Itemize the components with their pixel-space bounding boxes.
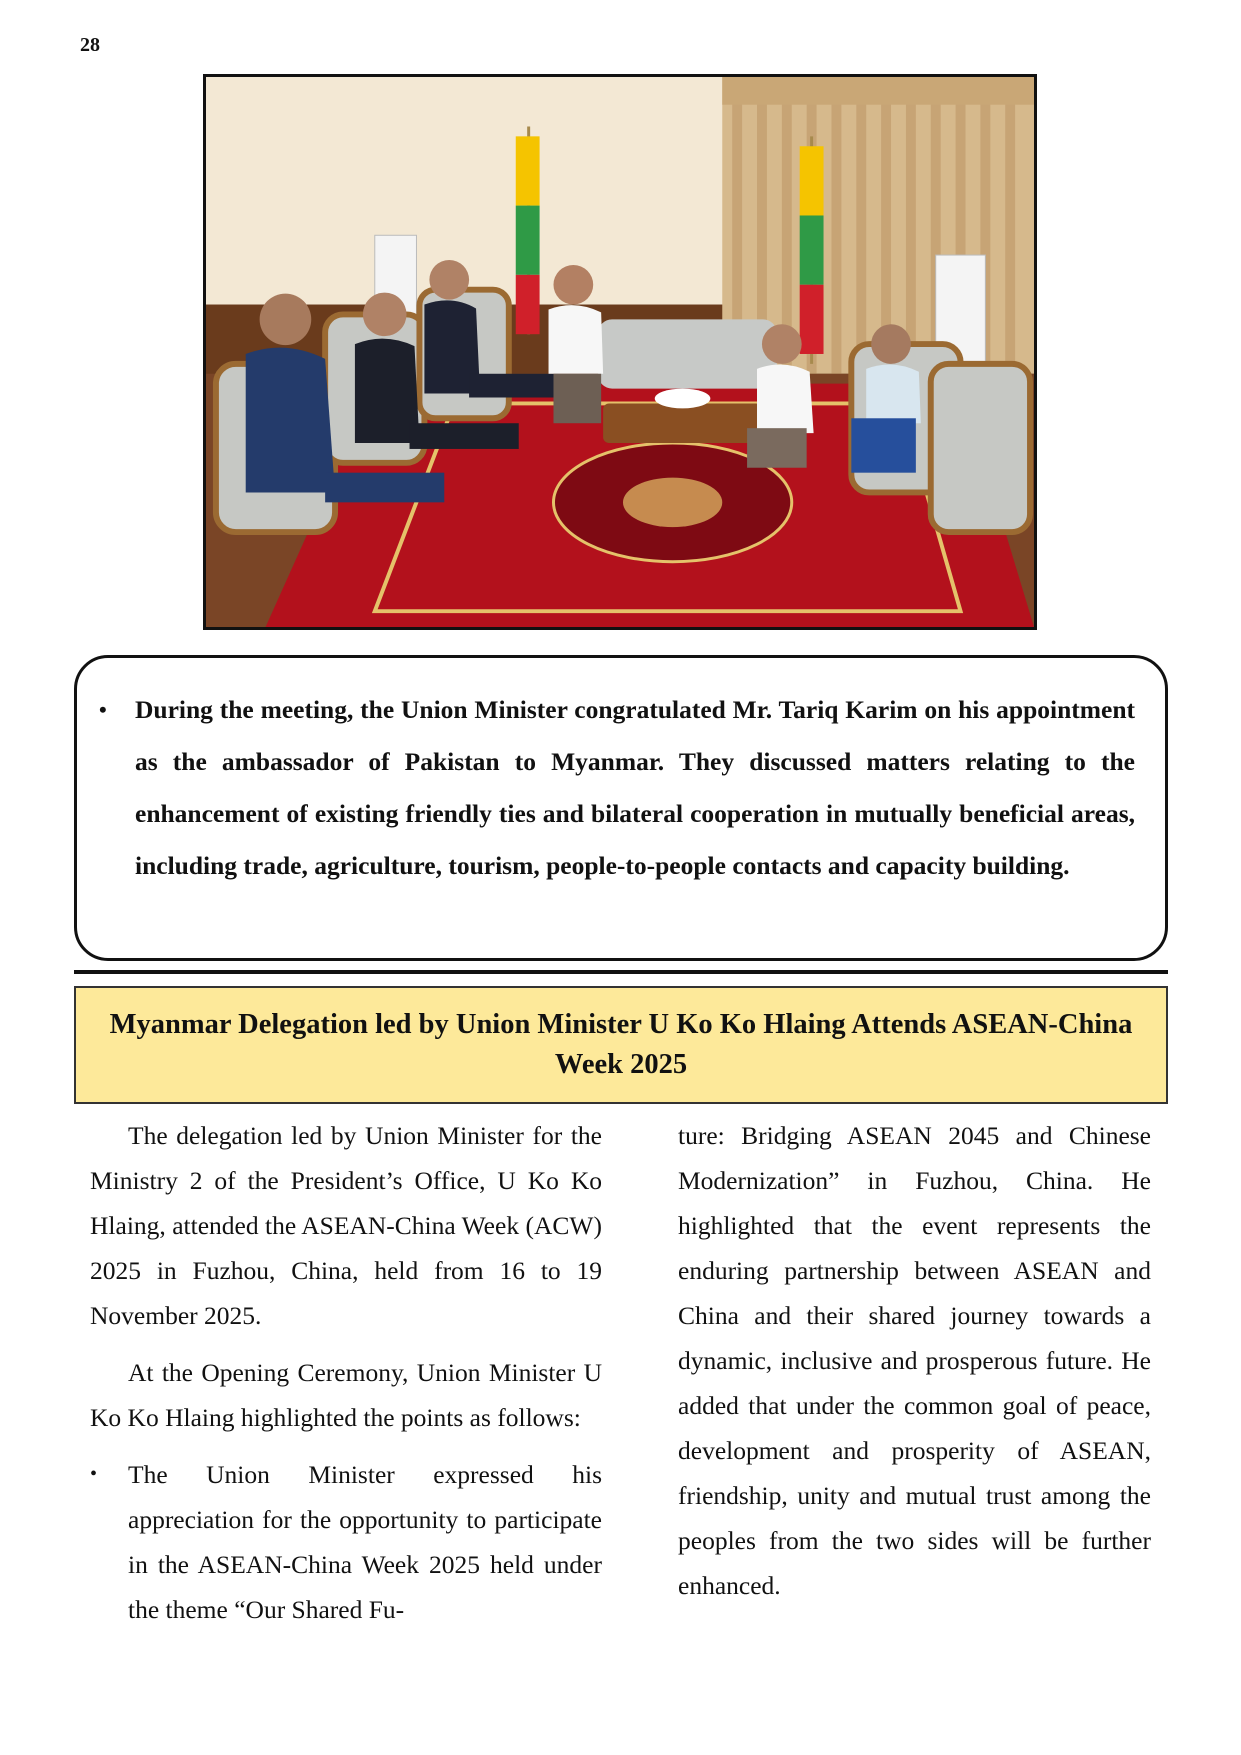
section-divider	[74, 970, 1168, 974]
article-paragraph: The delegation led by Union Minister for the Ministry 2 of the President’s Office, U Ko Ko Hlaing, attended the ASEAN-China Week (ACW) 2025 in Fuzhou, China, held from 16 to 19 November 2025.	[90, 1121, 602, 1330]
article-paragraph: At the Opening Ceremony, Union Minister U Ko Ko Hlaing highlighted the points as follows:	[90, 1358, 602, 1432]
callout-text: During the meeting, the Union Minister congratulated Mr. Tariq Karim on his appointment as the ambassador of Pakistan to Myanmar. They discussed matters relating to the enhancement of existing friendly ties and bilateral cooperation in mutually beneficial areas, including trade, agriculture, tourism, people-to-people contacts and capacity building.	[135, 695, 1135, 880]
article-column-right	[678, 1113, 1151, 1608]
article-paragraph: ture: Bridging ASEAN 2045 and Chinese Modernization” in Fuzhou, China. He highlighted that the event represents the enduring partnership between ASEAN and China and their shared journey towards a dynamic, inclusive and prosperous future. He added that under the common goal of peace, development and prosperity of ASEAN, friendship, unity and mutual trust among the peoples from the two sides will be further enhanced.	[678, 1121, 1151, 1600]
article-column-left	[90, 1113, 602, 1632]
callout-box	[74, 655, 1168, 961]
article-bullet	[90, 1452, 602, 1632]
meeting-photo-illustration	[206, 77, 1034, 627]
bullet-icon: •	[99, 697, 107, 722]
article-headline: Myanmar Delegation led by Union Minister U Ko Ko Hlaing Attends ASEAN-China Week 2025	[74, 986, 1168, 1104]
bullet-icon: •	[90, 1463, 98, 1485]
article-bullet-text: The Union Minister expressed his appreciation for the opportunity to participate in the ASEAN-China Week 2025 held under the theme “Our Shared Fu-	[128, 1460, 602, 1624]
meeting-photo	[203, 74, 1037, 630]
page-number: 28	[80, 34, 100, 56]
